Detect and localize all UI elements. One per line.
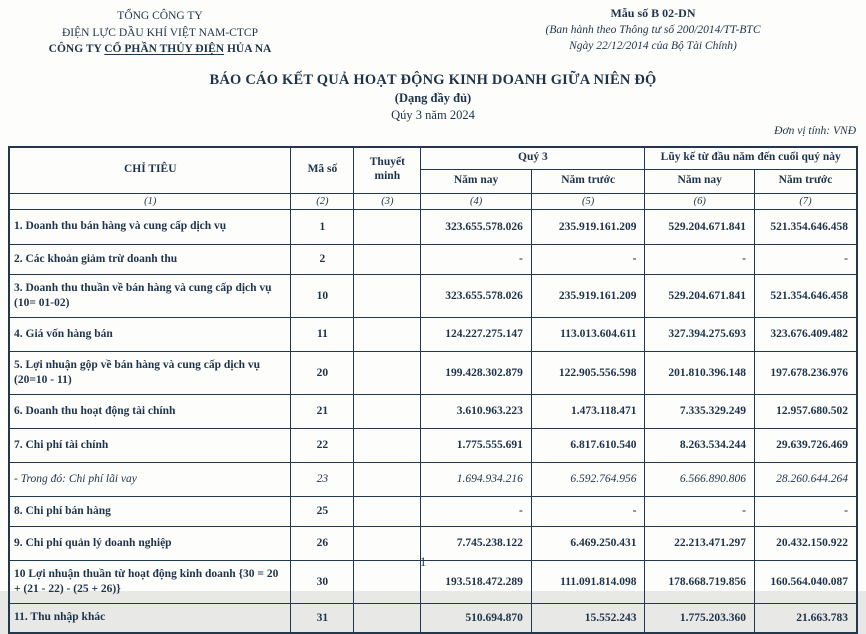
row-value: 6.469.250.431: [531, 526, 645, 560]
row-label: 2. Các khoản giảm trừ doanh thu: [9, 244, 291, 274]
row-value: 197.678.236.976: [755, 351, 858, 394]
row-value: 323.655.578.026: [421, 274, 532, 317]
row-code: 21: [291, 394, 354, 428]
table-row: [9, 462, 857, 496]
row-note: [354, 317, 421, 351]
row-value: 7.745.238.122: [421, 526, 532, 560]
row-label: 9. Chi phí quản lý doanh nghiệp: [9, 526, 291, 560]
row-value: -: [755, 244, 858, 274]
row-value: 124.227.275.147: [421, 317, 532, 351]
row-value: 323.655.578.026: [421, 209, 532, 244]
row-value: -: [645, 496, 755, 526]
row-note: [354, 274, 421, 317]
table-row: [9, 351, 857, 394]
row-code: 10: [291, 274, 354, 317]
header-quy3-group: Quý 3: [421, 147, 645, 169]
row-label: 1. Doanh thu bán hàng và cung cấp dịch vụ: [9, 209, 291, 244]
header-nam-truoc-luyke: Năm trước: [755, 169, 858, 193]
row-value: 199.428.302.879: [421, 351, 532, 394]
row-note: [354, 560, 421, 603]
row-value: 15.552.243: [531, 603, 645, 633]
row-value: 28.260.644.264: [755, 462, 858, 496]
row-value: 29.639.726.469: [755, 428, 858, 462]
row-value: -: [645, 244, 755, 274]
letterhead-left: [8, 8, 312, 58]
row-value: 113.013.604.611: [531, 317, 645, 351]
col-index-5: (5): [531, 193, 645, 209]
row-code: 31: [291, 603, 354, 633]
row-note: [354, 428, 421, 462]
row-value: 8.263.534.244: [645, 428, 755, 462]
company-name: [8, 41, 312, 58]
report-subtitle: (Dạng đầy đủ): [394, 91, 472, 105]
row-value: 178.668.719.856: [645, 560, 755, 603]
table-row: [9, 317, 857, 351]
header-nam-nay-quy: Năm nay: [421, 169, 532, 193]
row-value: 12.957.680.502: [755, 394, 858, 428]
col-index-7: (7): [755, 193, 858, 209]
parent-company-line1: TỔNG CÔNG TY: [117, 10, 203, 22]
row-value: 21.663.783: [755, 603, 858, 633]
row-value: -: [421, 496, 532, 526]
row-code: 20: [291, 351, 354, 394]
row-note: [354, 603, 421, 633]
row-value: 7.335.329.249: [645, 394, 755, 428]
row-value: 122.905.556.598: [531, 351, 645, 394]
form-number: Mẫu số B 02-DN: [610, 6, 696, 20]
row-note: [354, 209, 421, 244]
issuance-note-line2: Ngày 22/12/2014 của Bộ Tài Chính): [569, 39, 737, 52]
row-value: 1.473.118.471: [531, 394, 645, 428]
row-value: 20.432.150.922: [755, 526, 858, 560]
header-luy-ke-group: Lũy kế từ đầu năm đến cuối quý này: [645, 147, 857, 169]
row-value: -: [531, 496, 645, 526]
row-value: 510.694.870: [421, 603, 532, 633]
col-index-6: (6): [645, 193, 755, 209]
report-title-block: [0, 72, 866, 123]
row-value: 327.394.275.693: [645, 317, 755, 351]
row-note: [354, 394, 421, 428]
row-value: 521.354.646.458: [755, 209, 858, 244]
row-code: 11: [291, 317, 354, 351]
row-note: [354, 244, 421, 274]
report-title: BÁO CÁO KẾT QUẢ HOẠT ĐỘNG KINH DOANH GIỮA NIÊN ĐỘ: [209, 72, 657, 88]
table-body: [9, 209, 857, 633]
row-value: -: [755, 496, 858, 526]
row-value: 6.566.890.806: [645, 462, 755, 496]
row-code: 1: [291, 209, 354, 244]
row-code: 25: [291, 496, 354, 526]
row-label: 10 Lợi nhuận thuần từ hoạt động kinh doanh {30 = 20 + (21 - 22) - (25 + 26)}: [9, 560, 291, 603]
col-index-3: (3): [354, 193, 421, 209]
row-code: 23: [291, 462, 354, 496]
row-value: 1.694.934.216: [421, 462, 532, 496]
row-label: 6. Doanh thu hoạt động tài chính: [9, 394, 291, 428]
header-thuyet-minh: Thuyết minh: [354, 147, 421, 193]
report-period: Qúy 3 năm 2024: [391, 108, 475, 122]
income-statement-table: [8, 146, 858, 634]
table-row: [9, 603, 857, 633]
row-label: - Trong đó: Chi phí lãi vay: [9, 462, 291, 496]
row-value: 323.676.409.482: [755, 317, 858, 351]
header-nam-truoc-quy: Năm trước: [531, 169, 645, 193]
row-value: -: [421, 244, 532, 274]
table-row: [9, 526, 857, 560]
row-value: 529.204.671.841: [645, 274, 755, 317]
company-name-prefix: CÔNG TY: [48, 43, 105, 56]
row-value: 235.919.161.209: [531, 274, 645, 317]
col-index-2: (2): [291, 193, 354, 209]
table-row: [9, 244, 857, 274]
table-row: [9, 274, 857, 317]
row-label: 7. Chi phí tài chính: [9, 428, 291, 462]
col-index-1: (1): [9, 193, 291, 209]
row-note: [354, 526, 421, 560]
table-row: [9, 428, 857, 462]
row-value: 160.564.040.087: [755, 560, 858, 603]
row-label: 5. Lợi nhuận gộp về bán hàng và cung cấp dịch vụ (20=10 - 11): [9, 351, 291, 394]
table-row: [9, 394, 857, 428]
row-note: [354, 496, 421, 526]
company-name-suffix: HỦA NA: [224, 43, 272, 56]
row-value: 235.919.161.209: [531, 209, 645, 244]
row-code: 22: [291, 428, 354, 462]
parent-company-line2: ĐIỆN LỰC DẦU KHÍ VIỆT NAM-CTCP: [61, 26, 258, 39]
table-row: [9, 209, 857, 244]
currency-unit-note: Đơn vị tính: VNĐ: [774, 125, 856, 137]
row-value: 1.775.203.360: [645, 603, 755, 633]
row-value: 3.610.963.223: [421, 394, 532, 428]
issuance-note-line1: (Ban hành theo Thông tư số 200/2014/TT-BTC: [545, 23, 761, 36]
row-label: 8. Chi phí bán hàng: [9, 496, 291, 526]
row-value: 193.518.472.289: [421, 560, 532, 603]
table-row: [9, 560, 857, 603]
row-label: 11. Thu nhập khác: [9, 603, 291, 633]
row-note: [354, 351, 421, 394]
header-nam-nay-luyke: Năm nay: [645, 169, 755, 193]
header-ma-so: Mã số: [291, 147, 354, 193]
row-value: 6.817.610.540: [531, 428, 645, 462]
row-value: 111.091.814.098: [531, 560, 645, 603]
page-number: 1: [420, 555, 427, 569]
row-value: 529.204.671.841: [645, 209, 755, 244]
row-value: 521.354.646.458: [755, 274, 858, 317]
header-chi-tieu: CHỈ TIÊU: [9, 147, 291, 193]
row-label: 3. Doanh thu thuần về bán hàng và cung cấp dịch vụ (10= 01-02): [9, 274, 291, 317]
row-code: 26: [291, 526, 354, 560]
row-value: 22.213.471.297: [645, 526, 755, 560]
row-value: 1.775.555.691: [421, 428, 532, 462]
row-code: 30: [291, 560, 354, 603]
row-note: [354, 462, 421, 496]
form-reference: [452, 5, 854, 54]
row-value: -: [531, 244, 645, 274]
row-value: 201.810.396.148: [645, 351, 755, 394]
row-value: 6.592.764.956: [531, 462, 645, 496]
row-label: 4. Giá vốn hàng bán: [9, 317, 291, 351]
company-name-underlined: CỔ PHẦN THỦY ĐIỆN: [104, 43, 225, 56]
row-code: 2: [291, 244, 354, 274]
table-row: [9, 496, 857, 526]
col-index-4: (4): [421, 193, 532, 209]
